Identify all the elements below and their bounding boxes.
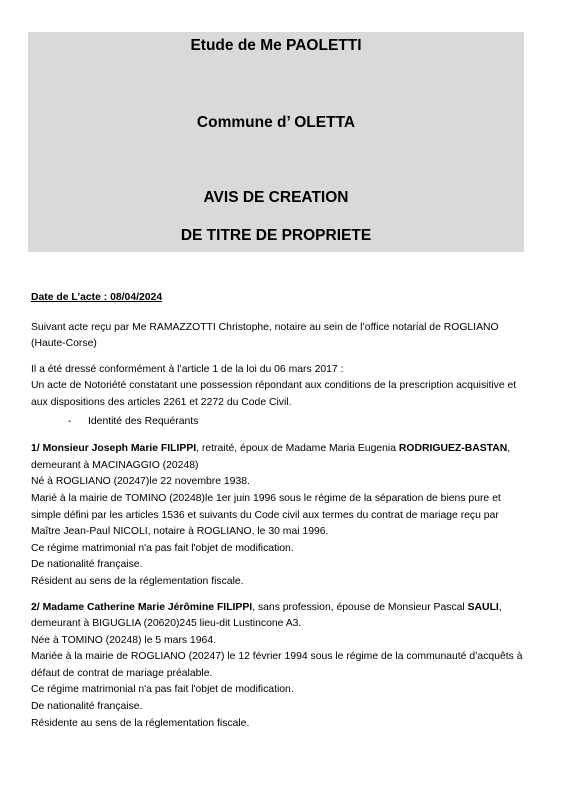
requerant1-regime: Ce régime matrimonial n'a pas fait l'objet de modification. xyxy=(31,542,294,554)
acte-date: Date de L’acte : 08/04/2024 xyxy=(31,292,163,303)
requerant2-birth: Née à TOMINO (20248) le 5 mars 1964. xyxy=(31,634,217,646)
bullet-dash: - xyxy=(68,415,72,427)
requerant1-desc1: , retraité, époux de Madame Maria Eugenia xyxy=(196,443,399,455)
bullet-label: Identité des Requérants xyxy=(88,415,199,427)
notice-body xyxy=(31,290,531,732)
requerant2-name: Madame Catherine Marie Jérômine FILIPPI xyxy=(42,601,253,613)
requerant2-number: 2/ xyxy=(31,601,40,613)
requerant1-number: 1/ xyxy=(31,443,40,455)
requerant1-residence: Résident au sens de la réglementation fiscale. xyxy=(31,575,244,587)
requerant2-residence: Résidente au sens de la réglementation fiscale. xyxy=(31,717,250,729)
requerant2-desc2: , demeurant à BIGUGLIA (20620)245 lieu-dit Lustincone A3. xyxy=(31,601,502,630)
acte-dresse-line1: Il a été dressé conformément à l’article 1 de la loi du 06 mars 2017 : xyxy=(31,363,344,375)
bullet-requerants xyxy=(31,414,531,431)
requerant1-marriage: Marié à la mairie de TOMINO (20248)le 1er juin 1996 sous le régime de la séparation de biens pure et simple défini par les articles 1536 et suivants du Code civil aux termes du contrat de mariage reçu par Maître Jean-Paul NICOLI, notaire à ROGLIANO, le 30 mai 1996. xyxy=(31,492,501,538)
acte-dresse-line2: Un acte de Notoriété constatant une possession répondant aux conditions de la prescription acquisitive et aux dispositions des articles 2261 et 2272 du Code Civil. xyxy=(31,380,517,408)
requerant2-spouse: SAULI xyxy=(467,601,499,613)
requerant1-identity xyxy=(31,441,531,474)
requerant1-desc2: , demeurant à MACINAGGIO (20248) xyxy=(31,443,511,471)
notice-header xyxy=(28,32,524,252)
requerant1-name: Monsieur Joseph Marie FILIPPI xyxy=(42,443,197,455)
requerant2-identity xyxy=(31,600,531,633)
requerant2-regime: Ce régime matrimonial n'a pas fait l'objet de modification. xyxy=(31,684,294,696)
requerant2-desc1: , sans profession, épouse de Monsieur Pascal xyxy=(252,601,468,613)
notice-title-line2: DE TITRE DE PROPRIETE xyxy=(180,227,372,244)
acte-intro: Suivant acte reçu par Me RAMAZZOTTI Christophe, notaire au sein de l’office notarial de ROGLIANO (Haute-Corse) xyxy=(31,321,499,350)
requerant1-spouse: RODRIGUEZ-BASTAN xyxy=(398,443,508,455)
office-name: Etude de Me PAOLETTI xyxy=(190,37,362,54)
requerant2-marriage: Mariée à la mairie de ROGLIANO (20247) le 12 février 1994 sous le régime de la communauté d’acquêts à défaut de contrat de mariage préalable. xyxy=(31,651,523,679)
commune-name: Commune d’ OLETTA xyxy=(196,114,356,131)
requerant1-nationality: De nationalité française. xyxy=(31,559,143,571)
requerant1-birth: Né à ROGLIANO (20247)le 22 novembre 1938. xyxy=(31,476,250,488)
requerant2-nationality: De nationalité française. xyxy=(31,701,143,713)
notice-title-line1: AVIS DE CREATION xyxy=(203,189,349,206)
